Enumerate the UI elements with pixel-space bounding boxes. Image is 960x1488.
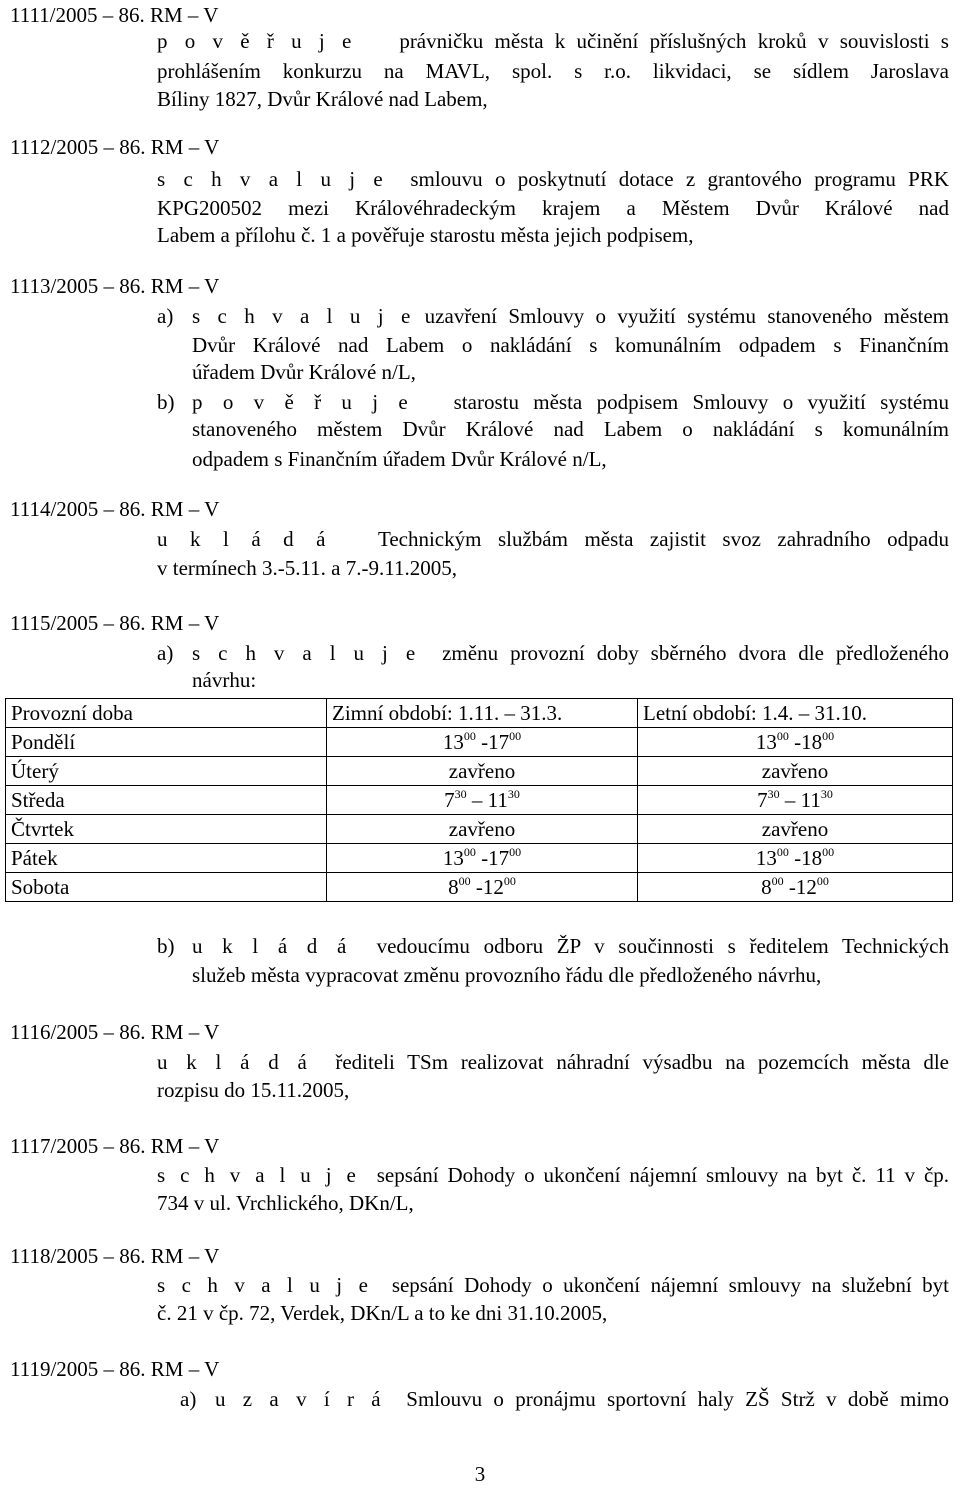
day-cell: Pátek [6,844,327,873]
table-header-cell: Zimní období: 1.11. – 31.3. [327,699,638,728]
winter-hours-cell: $7^{30} - 11^{30}$ [327,786,638,815]
resolution-1113-a-line2: Dvůr Králové nad Labem o nakládání s komunálním odpadem s Finančním [192,333,949,357]
table-header-row [6,699,953,728]
day-cell: Pondělí [6,728,327,757]
resolution-1112-line3: Labem a přílohu č. 1 a pověřuje starostu města jejich podpisem, [157,223,694,247]
resolution-1117-line1: s c h v a l u j e sepsání Dohody o ukončení nájemní smlouvy na byt č. 11 v čp. [157,1163,950,1187]
day-cell: Středa [6,786,327,815]
table-row [6,873,953,902]
resolution-1116-line1: u k l á d á řediteli TSm realizovat náhradní výsadbu na pozemcích města dle [157,1050,950,1074]
resolution-1115-b-prefix: b) [157,934,175,958]
resolution-1111-line1: p o v ě ř u j e právničku města k učinění příslušných kroků v souvislosti s [157,29,949,53]
resolution-1113-a-line3: úřadem Dvůr Králové n/L, [192,360,416,384]
day-cell: Úterý [6,757,327,786]
resolution-1113-header: 1113/2005 – 86. RM – V [10,274,220,298]
resolution-1113-b-prefix: b) [157,390,175,414]
summer-hours-cell: zavřeno [638,757,953,786]
resolution-1114-line2: v termínech 3.-5.11. a 7.-9.11.2005, [157,556,457,580]
resolution-1111-line2: prohlášením konkurzu na MAVL, spol. s r.o. likvidaci, se sídlem Jaroslava [157,59,949,83]
resolution-1116-verb: u k l á d á [157,1050,310,1074]
resolution-1119-a-line1: u z a v í r á Smlouvu o pronájmu sportovní haly ZŠ Strž v době mimo [215,1387,950,1411]
resolution-1113-a-line1: s c h v a l u j e uzavření Smlouvy o využití systému stanoveného městem [192,304,949,328]
day-cell: Čtvrtek [6,815,327,844]
resolution-1114-line1: u k l á d á Technickým službám města zajistit svoz zahradního odpadu [157,527,949,551]
day-cell: Sobota [6,873,327,902]
resolution-1111-header: 1111/2005 – 86. RM – V [10,3,219,27]
table-header-cell: Provozní doba [6,699,327,728]
resolution-1111-verb: p o v ě ř u j e [157,29,355,53]
resolution-1113-b-line2: stanoveného městem Dvůr Králové nad Labem o nakládání s komunálním [192,417,949,441]
summer-hours-cell: $13^{00}$ $-18^{00}$ [638,844,953,873]
summer-hours-cell: $7^{30} - 11^{30}$ [638,786,953,815]
winter-hours-cell: $13^{00}$ $-17^{00}$ [327,844,638,873]
resolution-1118-header: 1118/2005 – 86. RM – V [10,1244,220,1268]
resolution-1113-a-prefix: a) [157,304,174,328]
resolution-1117-header: 1117/2005 – 86. RM – V [10,1134,220,1158]
resolution-1111-line3: Bíliny 1827, Dvůr Králové nad Labem, [157,87,488,111]
resolution-1115-header: 1115/2005 – 86. RM – V [10,611,220,635]
resolution-1116-header: 1116/2005 – 86. RM – V [10,1020,220,1044]
resolution-1113-b-verb: p o v ě ř u j e [192,390,411,414]
resolution-1114-verb: u k l á d á [157,527,329,551]
resolution-1118-line2: č. 21 v čp. 72, Verdek, DKn/L a to ke dni 31.10.2005, [157,1301,608,1325]
resolution-1113-a-verb: s c h v a l u j e [192,304,414,328]
resolution-1119-a-prefix: a) [180,1387,197,1411]
resolution-1113-b-line1: p o v ě ř u j e starostu města podpisem Smlouvy o využití systému [192,390,949,414]
resolution-1114-header: 1114/2005 – 86. RM – V [10,497,220,521]
table-row [6,815,953,844]
winter-hours-cell: $13^{00}$ $-17^{00}$ [327,728,638,757]
resolution-1112-verb: s c h v a l u j e [157,167,386,191]
resolution-1119-a-verb: u z a v í r á [215,1387,384,1411]
resolution-1115-b-line2: služeb města vypracovat změnu provozního řádu dle předloženého návrhu, [192,963,822,987]
table-row [6,757,953,786]
resolution-1119-header: 1119/2005 – 86. RM – V [10,1357,220,1381]
resolution-1112-line2: KPG200502 mezi Královéhradeckým krajem a Městem Dvůr Králové nad [157,196,949,220]
winter-hours-cell: zavřeno [327,815,638,844]
resolution-1117-line2: 734 v ul. Vrchlického, DKn/L, [157,1191,414,1215]
summer-hours-cell: $13^{00}$ $-18^{00}$ [638,728,953,757]
table-row [6,728,953,757]
resolution-1112-header: 1112/2005 – 86. RM – V [10,135,220,159]
table-header-cell: Letní období: 1.4. – 31.10. [638,699,953,728]
resolution-1113-b-line3: odpadem s Finančním úřadem Dvůr Králové n/L, [192,447,607,471]
summer-hours-cell: zavřeno [638,815,953,844]
resolution-1116-line2: rozpisu do 15.11.2005, [157,1078,350,1102]
winter-hours-cell: $8^{00}$ $-12^{00}$ [327,873,638,902]
resolution-1115-b-verb: u k l á d á [192,934,350,958]
resolution-1112-line1: s c h v a l u j e smlouvu o poskytnutí dotace z grantového programu PRK [157,167,950,191]
page-number: 3 [474,1462,486,1486]
summer-hours-cell: $8^{00}$ $-12^{00}$ [638,873,953,902]
resolution-1115-b-line1: u k l á d á vedoucímu odboru ŽP v součinnosti s ředitelem Technických [192,934,950,958]
table-row [6,786,953,815]
resolution-1115-a-prefix: a) [157,641,174,665]
resolution-1115-a-verb: s c h v a l u j e [192,641,419,665]
resolution-1117-verb: s c h v a l u j e [157,1163,359,1187]
resolution-1118-verb: s c h v a l u j e [157,1273,371,1297]
resolution-1115-a-line2: návrhu: [192,668,257,692]
winter-hours-cell: zavřeno [327,757,638,786]
operating-hours-table [5,698,953,902]
resolution-1118-line1: s c h v a l u j e sepsání Dohody o ukončení nájemní smlouvy na služební byt [157,1273,949,1297]
table-row [6,844,953,873]
resolution-1115-a-line1: s c h v a l u j e změnu provozní doby sběrného dvora dle předloženého [192,641,949,665]
